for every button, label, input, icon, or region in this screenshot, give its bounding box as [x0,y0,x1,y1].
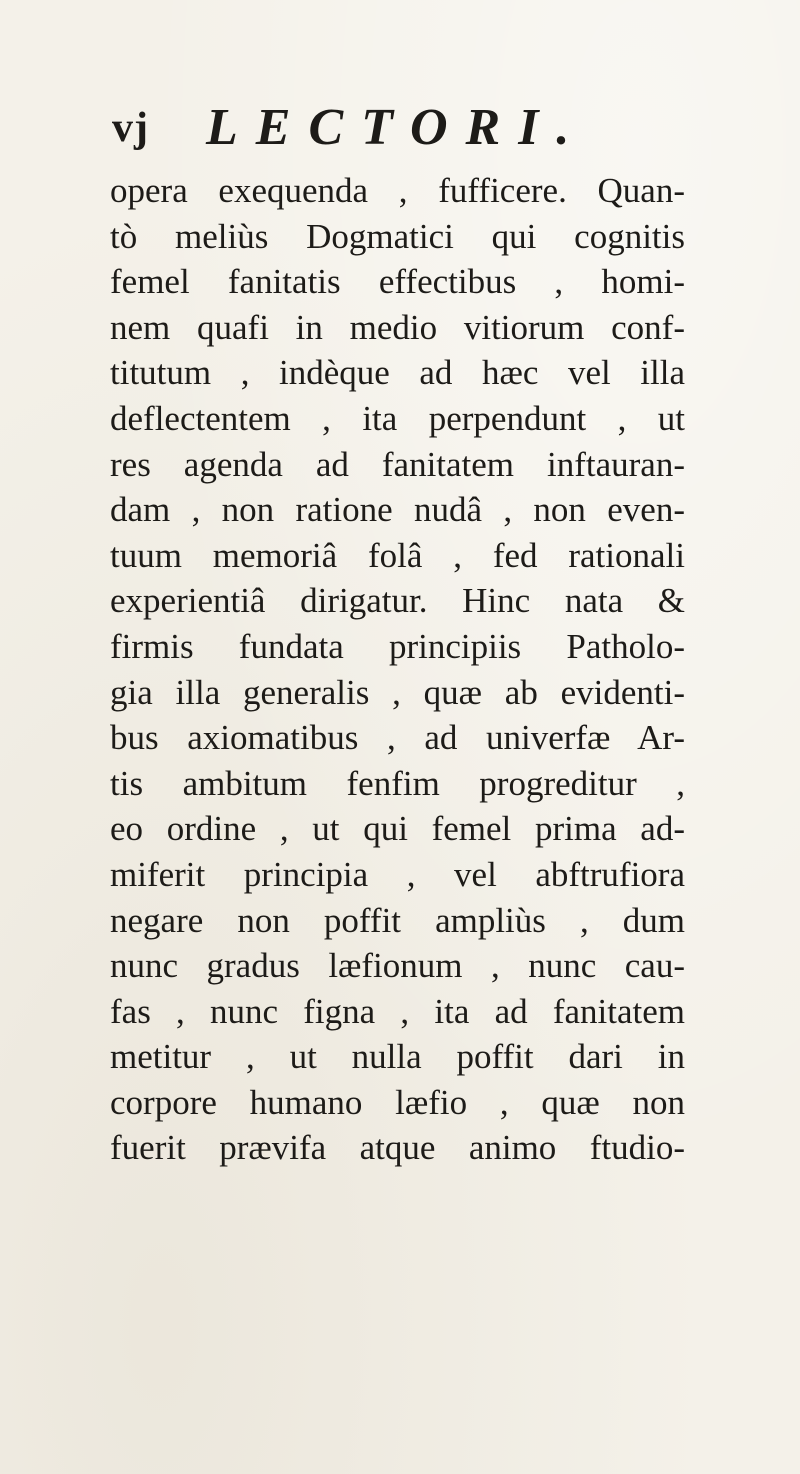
text-line: bus axiomatibus , ad univerfæ Ar- [110,718,685,758]
text-line: titutum , indèque ad hæc vel illa [110,353,685,393]
text-line: tò meliùs Dogmatici qui cognitis [110,216,685,256]
page-number: vj [112,105,149,151]
text-line: femel fanitatis effectibus , homi- [110,262,685,302]
text-line: gia illa generalis , quæ ab evidenti- [110,672,685,712]
text-line: negare non poffit ampliùs , dum [110,900,685,940]
text-line: tis ambitum fenfim progreditur , [110,763,685,803]
text-line: nem quafi in medio vitiorum conf- [110,307,685,347]
text-line: tuum memoriâ folâ , fed rationali [110,535,685,575]
text-line: experientiâ dirigatur. Hinc nata & [110,581,685,621]
text-line: deflectentem , ita perpendunt , ut [110,398,685,438]
text-line: firmis fundata principiis Patholo- [110,626,685,666]
text-line: fas , nunc figna , ita ad fanitatem [110,991,685,1031]
text-line: opera exequenda , fufficere. Quan- [110,171,685,210]
running-head: LECTORI. [206,99,588,156]
text-line: metitur , ut nulla poffit dari in [110,1037,685,1077]
body-text [110,168,685,1171]
text-line: res agenda ad fanitatem inftauran- [110,444,685,484]
text-line: nunc gradus læfionum , nunc cau- [110,946,685,986]
text-line: miferit principia , vel abftrufiora [110,854,685,894]
text-line: eo ordine , ut qui femel prima ad- [110,809,685,849]
text-line: dam , non ratione nudâ , non even- [110,490,685,530]
page-header [112,98,672,158]
text-line: fuerit prævifa atque animo ftudio- [110,1128,685,1168]
text-line: corpore humano læfio , quæ non [110,1082,685,1122]
